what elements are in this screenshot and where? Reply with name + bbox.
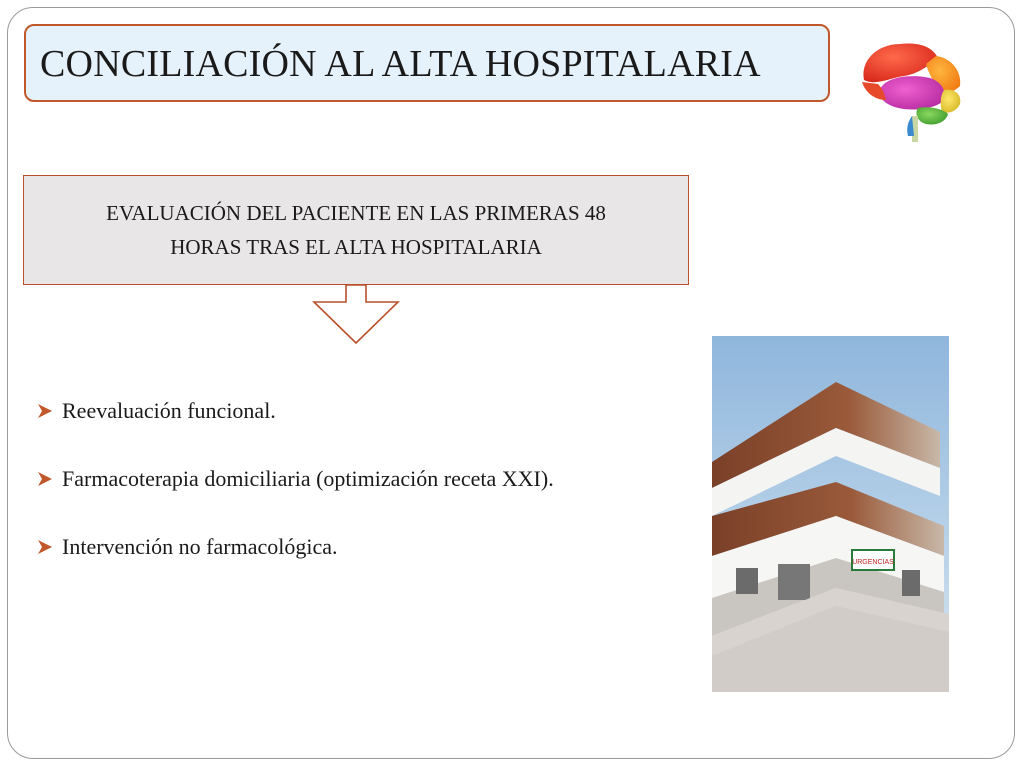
down-arrow-icon [310,284,402,346]
title-box [24,24,830,102]
bullet-text: Intervención no farmacológica. [62,533,338,559]
arrow-bullet-icon [36,470,58,488]
slide-title: CONCILIACIÓN AL ALTA HOSPITALARIA [40,43,761,85]
bullet-text: Reevaluación funcional. [62,397,276,423]
arrow-bullet-icon [36,538,58,556]
list-item [36,464,554,532]
brain-icon [856,36,966,146]
building-sign: URGENCIAS [852,559,894,566]
building-photo [712,336,949,692]
arrow-bullet-icon [36,402,58,420]
bullet-text: Farmacoterapia domiciliaria (optimización receta XXI). [62,465,554,491]
bullet-list [36,396,554,600]
evaluation-line-2: HORAS TRAS EL ALTA HOSPITALARIA [170,235,542,259]
evaluation-box [23,175,689,285]
evaluation-line-1: EVALUACIÓN DEL PACIENTE EN LAS PRIMERAS 48 [106,201,606,225]
list-item [36,532,554,600]
list-item [36,396,554,464]
